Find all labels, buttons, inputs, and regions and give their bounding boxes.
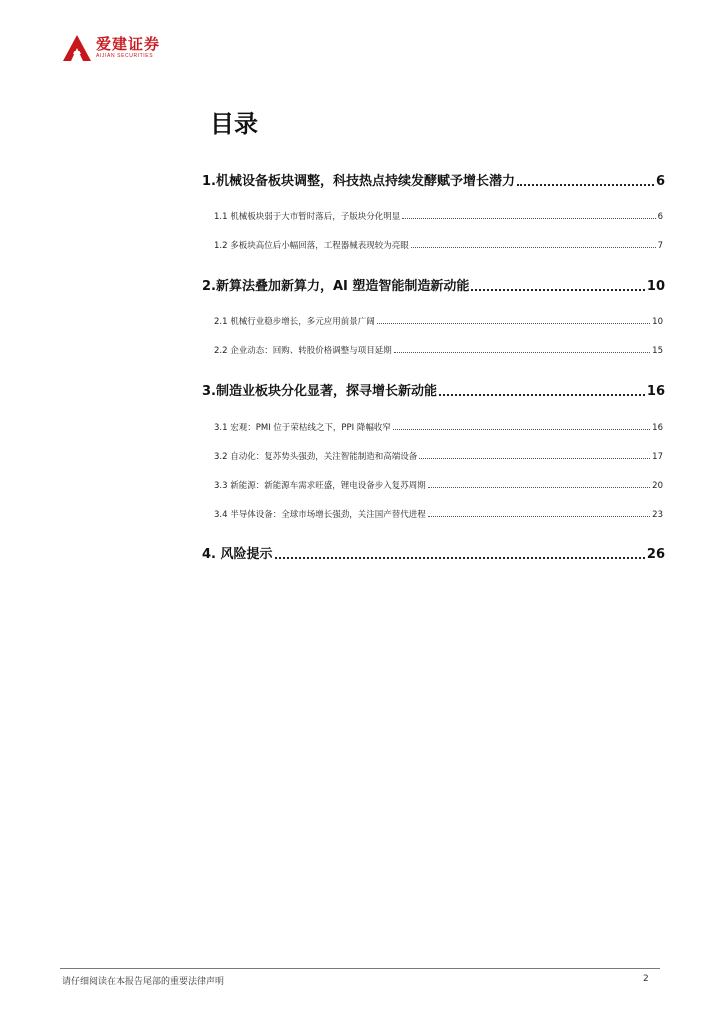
toc-entry-page: 23 (652, 510, 663, 520)
toc-entry-4[interactable] (202, 543, 665, 562)
dot-leader (439, 394, 645, 396)
toc-entry-label: 2.2 企业动态：回购、转股价格调整与项目延期 (214, 346, 392, 356)
footer-divider (60, 968, 660, 969)
toc-entry-3[interactable] (202, 380, 665, 399)
dot-leader (411, 247, 656, 248)
toc-entry-page: 6 (657, 212, 663, 222)
toc-entry-label: 1.机械设备板块调整，科技热点持续发酵赋予增长潜力 (202, 174, 515, 189)
toc-entry-label: 2.新算法叠加新算力，AI 塑造智能制造新动能 (202, 279, 470, 294)
toc-entry-page: 6 (655, 174, 665, 189)
toc-entry-page: 16 (646, 384, 665, 399)
toc-entry-label: 3.2 自动化：复苏势头强劲，关注智能制造和高端设备 (214, 452, 418, 462)
page-number: 2 (643, 974, 649, 984)
toc-entry-label: 3.制造业板块分化显著，探寻增长新动能 (202, 384, 437, 399)
toc-entry-2[interactable] (202, 275, 665, 294)
toc-entry-page: 26 (646, 547, 665, 562)
logo-chinese-name: 爱建证券 (96, 35, 161, 53)
dot-leader (275, 557, 645, 559)
logo-english-name: AIJIAN SECURITIES (96, 53, 154, 59)
toc-entry-label: 2.1 机械行业稳步增长，多元应用前景广阔 (214, 317, 375, 327)
toc-entry-label: 3.1 宏观：PMI 位于荣枯线之下，PPI 降幅收窄 (214, 423, 391, 433)
dot-leader (402, 218, 655, 219)
toc-title: 目录 (210, 110, 258, 138)
dot-leader (517, 184, 654, 186)
toc-entry-1-2[interactable] (214, 239, 663, 251)
toc-entry-label: 1.1 机械板块弱于大市暂时落后，子版块分化明显 (214, 212, 401, 222)
toc-entry-label: 3.4 半导体设备：全球市场增长强劲，关注国产替代进程 (214, 510, 426, 520)
dot-leader (394, 352, 650, 353)
toc-entry-1-1[interactable] (214, 210, 663, 222)
toc-entry-2-1[interactable] (214, 315, 663, 327)
toc-entry-label: 4. 风险提示 (202, 547, 273, 562)
toc-entry-1[interactable] (202, 170, 665, 189)
dot-leader (428, 516, 650, 517)
toc-entry-page: 20 (652, 481, 663, 491)
toc-entry-3-2[interactable] (214, 450, 663, 462)
toc-entry-page: 10 (646, 279, 665, 294)
dot-leader (419, 458, 650, 459)
toc-entry-3-3[interactable] (214, 479, 663, 491)
toc-entry-2-2[interactable] (214, 344, 663, 356)
toc-entry-3-4[interactable] (214, 508, 663, 520)
toc-entry-page: 15 (652, 346, 663, 356)
footer-disclaimer: 请仔细阅读在本报告尾部的重要法律声明 (62, 977, 225, 987)
dot-leader (377, 323, 650, 324)
dot-leader (471, 289, 644, 291)
toc-entry-label: 3.3 新能源：新能源车需求旺盛，锂电设备步入复苏周期 (214, 481, 426, 491)
toc-entry-3-1[interactable] (214, 421, 663, 433)
toc-entry-page: 17 (652, 452, 663, 462)
toc-entry-page: 16 (652, 423, 663, 433)
dot-leader (428, 487, 650, 488)
toc-entry-label: 1.2 多板块高位后小幅回落，工程器械表现较为亮眼 (214, 241, 409, 251)
toc-entry-page: 10 (652, 317, 663, 327)
dot-leader (393, 429, 650, 430)
toc-entry-page: 7 (657, 241, 663, 251)
